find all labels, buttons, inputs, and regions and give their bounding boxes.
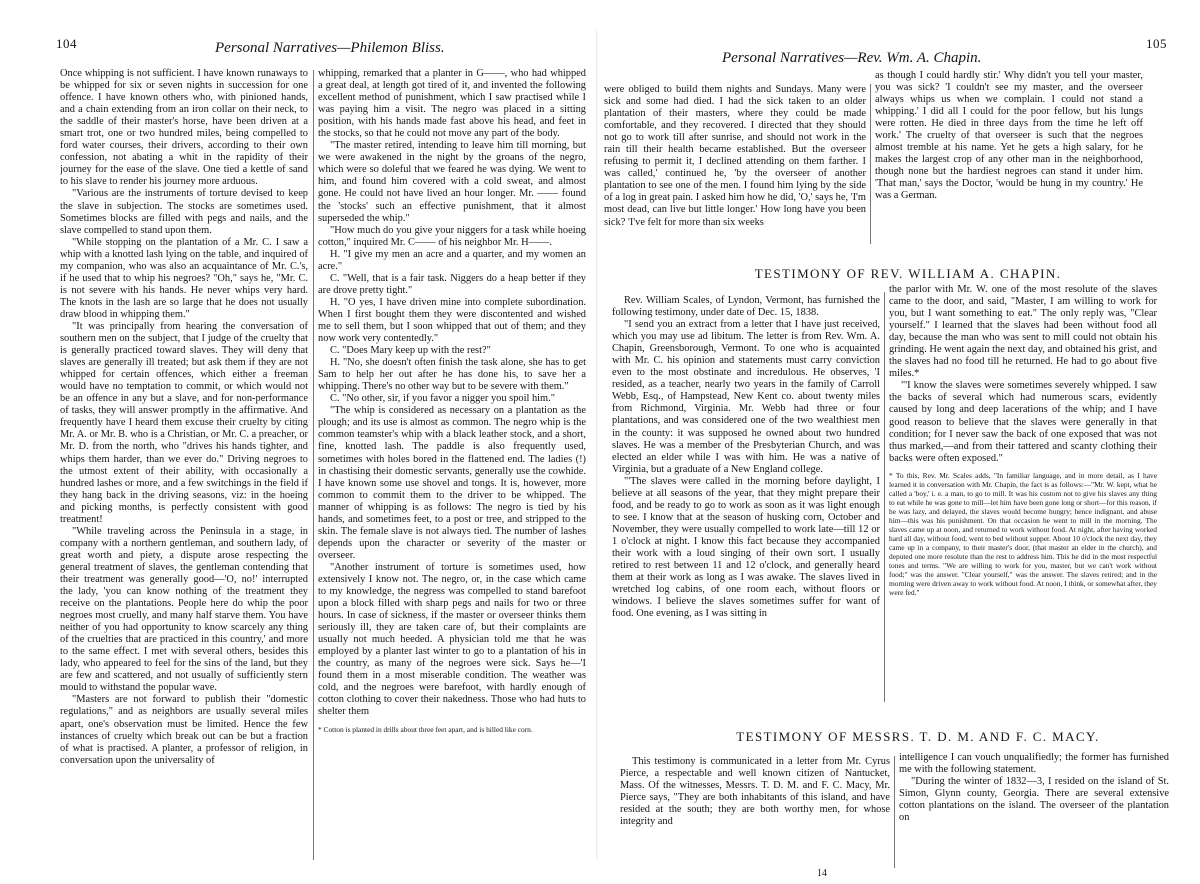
paragraph: H. "I give my men an acre and a quarter, and my women an acre." <box>318 248 586 272</box>
left-column-1 <box>60 68 308 860</box>
column-rule <box>894 756 895 868</box>
right-page <box>598 0 1200 884</box>
paragraph: "While traveling across the Peninsula in a stage, in company with a northern gentleman, and southern lady, of great worth and piety, a dispute arose respecting the general treatment of slaves, the gentleman contending that their treatment was generally good—'O, no!' interrupted the lady, 'you can know nothing of the treatment they receive on the plantations. People here do whip the poor negroes most cruelly, and many half starve them. You have neither of you had opportunity to know scarcely any thing of the cruelties that are practiced in this country,' and more to the same effect. I met with several others, besides this lady, who appeared to feel for the sins of the land, but they are few and scattered, and not usually of sufficiently stern mould to withstand the popular wave. <box>60 525 308 694</box>
paragraph: "It was principally from hearing the conversation of southern men on the subject, that I judge of the cruelty that is generally practiced toward slaves. They will deny that slaves are generally ill treated; but ask them if they are not whipped for certain offences, which either a freeman would have no temptation to commit, or which would not be an offence in any but a slave, and for non-performance of tasks, they will answer promptly in the affirmative. And frequently have I heard them excuse their cruelty by citing Mr. A. or Mr. B. who is a Christian, or Mr. C. a preacher, or Mr. D. from the north, who "drives his hands tighter, and whips them harder, than we ever do." Driving negroes to the utmost extent of their ability, with occasionally a hundred lashes or more, and a few switchings in the field if they hang back in the driving seasons, viz: in the hoeing and picking months, is perfectly consistent with good treatment! <box>60 320 308 525</box>
column-rule <box>884 292 885 702</box>
paragraph: Once whipping is not sufficient. I have known runaways to be whipped for six or seven nights in succession for one offence. I have known others who, with pinioned hands, and a chain extending from an iron collar on their neck, to the saddle of their master's horse, have been driven at a smart trot, one or two hundred miles, being compelled to ford water courses, their drivers, according to their own confession, not abating a whit in the rapidity of their journey for the ease of the slave. One tied a kettle of sand to his slave to render his journey more arduous. <box>60 68 308 188</box>
column-rule <box>313 70 314 860</box>
paragraph: Rev. William Scales, of Lyndon, Vermont, has furnished the following testimony, under date of Dec. 15, 1838. <box>612 295 880 319</box>
paragraph: H. "O yes, I have driven mine into complete subordination. When I first bought them they were discontented and wished me to sell them, but I soon whipped that out of them; and they now work very contentedly." <box>318 296 586 345</box>
section2-column-1 <box>620 756 890 874</box>
paragraph: C. "No other, sir, if you favor a nigger you spoil him." <box>330 393 555 405</box>
section1-column-1 <box>612 295 880 705</box>
page-number: 105 <box>1146 36 1167 51</box>
paragraph: "Various are the instruments of torture devised to keep the slave in subjection. The stocks are sometimes used. Sometimes blocks are filled with pegs and nails, and the slave compelled to stand upon them. <box>60 188 308 236</box>
left-column-2 <box>318 68 586 878</box>
section-title: TESTIMONY OF REV. WILLIAM A. CHAPIN. <box>754 266 1062 281</box>
paragraph: "The whip is considered as necessary on a plantation as the plough; and its use is almost as common. The negro whip is the common teamster's whip with a black leather stock, and a short, fine, knotted lash. The paddle is also frequently used, sometimes with holes bored in the flattened end. The ladies (!) in chastising their domestic servants, generally use the cowhide. I have known some use shovel and tongs. It is, however, more common to commit them to the driver to be whipped. The manner of whipping is as follows: The negro is tied by his hands, and sometimes feet, to a post or tree, and stripped to the skin. The female slave is not always tied. The number of lashes depends upon the character or severity of the master or overseer. <box>318 405 586 561</box>
footnote: * Cotton is planted in drills about three feet apart, and is hilled like corn. <box>318 724 533 734</box>
section-title: TESTIMONY OF MESSRS. T. D. M. AND F. C. MACY. <box>736 729 1100 744</box>
running-title: Personal Narratives—Philemon Bliss. <box>215 40 445 56</box>
paragraph: H. "No, she doesn't often finish the task alone, she has to get Sam to help her out after he has done his, to save her a whipping. There's no other way but to be severe with them." <box>318 357 586 393</box>
section2-column-2 <box>899 752 1169 876</box>
paragraph: C. "Does Mary keep up with the rest?" <box>330 345 491 357</box>
paragraph: whipping, remarked that a planter in G——, who had whipped a great deal, at length got tired of it, and invented the following excellent method of punishment, which I saw practised while I was paying him a visit. The negro was placed in a sitting position, with his hands made fast above his head, and feet in the stocks, so that he could not move any part of the body. <box>318 68 586 140</box>
paragraph: "'I know the slaves were sometimes severely whipped. I saw the backs of several which had numerous scars, evidently caused by long and deep lacerations of the whip; and I have good reason to believe that the slaves were generally in that condition; for I never saw the back of one exposed that was not thus marked,—and from their tattered and scanty clothing their backs were often exposed." <box>889 380 1157 464</box>
paragraph: This testimony is communicated in a letter from Mr. Cyrus Pierce, a respectable and well known citizen of Nantucket, Mass. Of the witnesses, Messrs. T. D. M. and F. C. Macy, Mr. Pierce says, "They are both inhabitants of this island, and have resided at the south; they are both worthy men, for whose integrity and <box>620 756 890 828</box>
column-rule <box>870 84 871 244</box>
running-title: Personal Narratives—Rev. Wm. A. Chapin. <box>722 50 982 66</box>
right-top-column-1 <box>604 84 866 244</box>
page-number: 104 <box>56 36 77 51</box>
paragraph: "While stopping on the plantation of a Mr. C. I saw a whip with a knotted lash lying on the table, and inquired of my companion, who was also an acquaintance of Mr. C.'s, if he used that to whip his negroes? "Oh," says he, "Mr. C. is not severe with his hands. He never whips very hard. The knots in the lash are so large that he does not usually draw blood in whipping them." <box>60 236 308 320</box>
paragraph: "Masters are not forward to publish their "domestic regulations," and as neighbors are usually several miles apart, one's observation must be limited. Hence the few instances of cruelty which break out can be but a fraction of what is practised. A planter, a professor of religion, in conversation upon the universality of <box>60 694 308 766</box>
paragraph: the parlor with Mr. W. one of the most resolute of the slaves came to the door, and said, "Master, I am willing to work for you, but I want something to eat." The only reply was, "Clear yourself." I learned that the slaves had been without food all day, because the man who was sent to mill could not obtain his grinding. He went again the next day, and obtained his grist, and the slaves had no food till he returned. He had to go about five miles.* <box>889 284 1157 380</box>
paragraph: "How much do you give your niggers for a task while hoeing cotton," inquired Mr. C—— of his neighbor Mr. H——. <box>318 224 586 248</box>
paragraph: "I send you an extract from a letter that I have just received, which you may use ad libitum. The letter is from Rev. Wm. A. Chapin, Greensborough, Vermont. To one who is acquainted with Mr. C. his opinion and statements must carry conviction even to the most obstinate and incredulous. He observes, 'I resided, as a teacher, nearly two years in the family of Carroll Webb, Esq., of Hampstead, New Kent co. about twenty miles from Richmond, Virginia. Mr. Webb had three or four plantations, and was considered one of the two wealthiest men in the county: it was supposed he owned about two hundred slaves. He was a member of the Presbyterian Church, and was elected an elder while I was with him. He was a native of Virginia, but a graduate of a New England college. <box>612 319 880 475</box>
left-page <box>0 0 598 884</box>
paragraph: intelligence I can vouch unqualifiedly; the former has furnished me with the following statement. <box>899 752 1169 776</box>
paragraph: "During the winter of 1832—3, I resided on the island of St. Simon, Glynn county, Georgia. There are several extensive cotton plantations on the island. The overseer of the plantation on <box>899 776 1169 824</box>
paragraph: were obliged to build them nights and Sundays. Many were sick and some had died. I had the sick taken to an older plantation of their masters, where they could be made comfortable, and they recovered. I directed that they should not go to work till after sunrise, and should not work in the rain till their health became established. But the overseer refusing to permit it, I declined attending on them farther. I was called,' continued he, 'by the overseer of another plantation to see one of the men. I found him lying by the side of a log in great pain. I asked him how he did, 'O,' says he, 'I'm most dead, can live but little longer.' How long have you been sick? 'I've felt for more than six weeks <box>604 84 866 228</box>
section1-column-2 <box>889 284 1157 704</box>
paragraph: C. "Well, that is a fair task. Niggers do a heap better if they are drove pretty tight." <box>318 272 586 296</box>
paragraph: as though I could hardly stir.' Why didn't you tell your master, you was sick? 'I couldn't see my master, and the overseer always whips us when we complain. I could not stand a whipping.' I did all I could for the poor fellow, but his lungs were rotten. He died in three days from the time he left off work.' The cruelty of that overseer is such that the negroes almost tremble at his name. Yet he gets a high salary, for he makes the largest crop of any other man in the neighborhood, though none but the hardiest negroes can stand it under him. 'That man,' says the Doctor, 'would be hung in my country.' He was a German. <box>875 70 1143 202</box>
footnote: * To this, Rev. Mr. Scales adds, "In familiar language, and in more detail, as I have learned it in conversation with Mr. Chapin, the fact is as follows:—"Mr. W. kept, what he called a 'boy,' i. e. a man, to go to mill. It was his custom not to give his slaves any thing to eat while he was gone to mill—let him have been gone long or short—for this reason, if he was lazy, and delayed, the slaves would become hungry; hence indignant, and abuse him—this was his punishment. On that occasion he went to mill in the morning. The slaves came up at noon, and returned to work without food. At night, after having worked hard all day, without food, went to bed without supper. About 10 o'clock the next day, they came up in a company, to their master's door, (that master an elder in the church), and deputed one more resolute than the rest to address him. This he did in the most respectful tones and terms. "We are willing to work for you, master, but we can't work without food;" was the answer. "Clear yourself," was the answer. The slaves retired; and in the morning were driven away to work without food. At noon, I think, or somewhat after, they were fed." <box>889 470 1157 597</box>
paragraph: "Another instrument of torture is sometimes used, how extensively I know not. The negro, or, in the case which came to my knowledge, the negress was compelled to stand barefoot upon a block filled with sharp pegs and nails for two or three hours. In case of sickness, if the master or overseer thinks them seriously ill, they are taken care of, but their complaints are usually not much heeded. A physician told me that he was employed by a planter last winter to go to a plantation of his in the country, as many of the negroes were sick. Says he—'I found them in a most miserable condition. The weather was cold, and the negroes were barefoot, with hardly enough of cotton clothing to cover their nakedness. Those who had huts to shelter them <box>318 561 586 718</box>
paragraph: "The master retired, intending to leave him till morning, but we were awakened in the night by the groans of the negro, which were so doleful that we feared he was dying. We went to him, and found him covered with a cold sweat, and almost gone. He could not have lived an hour longer. Mr. —— found the 'stocks' such an effective punishment, that it almost superseded the whip." <box>318 140 586 224</box>
signature-mark: 14 <box>817 868 827 879</box>
paragraph: "'The slaves were called in the morning before daylight, I believe at all seasons of the year, that they might prepare their food, and be ready to go to work as soon as it was light enough to see. I know that at the season of husking corn, October and November, they were usually compelled to work late—till 12 or 1 o'clock at night. I know this fact because they accompanied their work with a loud singing of their own sort. I usually retired to rest between 11 and 12 o'clock, and generally heard them at their work as long as I was awake. The slaves lived in wretched log cabins, of one room each, without floors or windows. I believe the slaves sometimes suffer for want of food. One evening, as I was sitting in <box>612 475 880 620</box>
right-top-column-2 <box>875 70 1143 246</box>
